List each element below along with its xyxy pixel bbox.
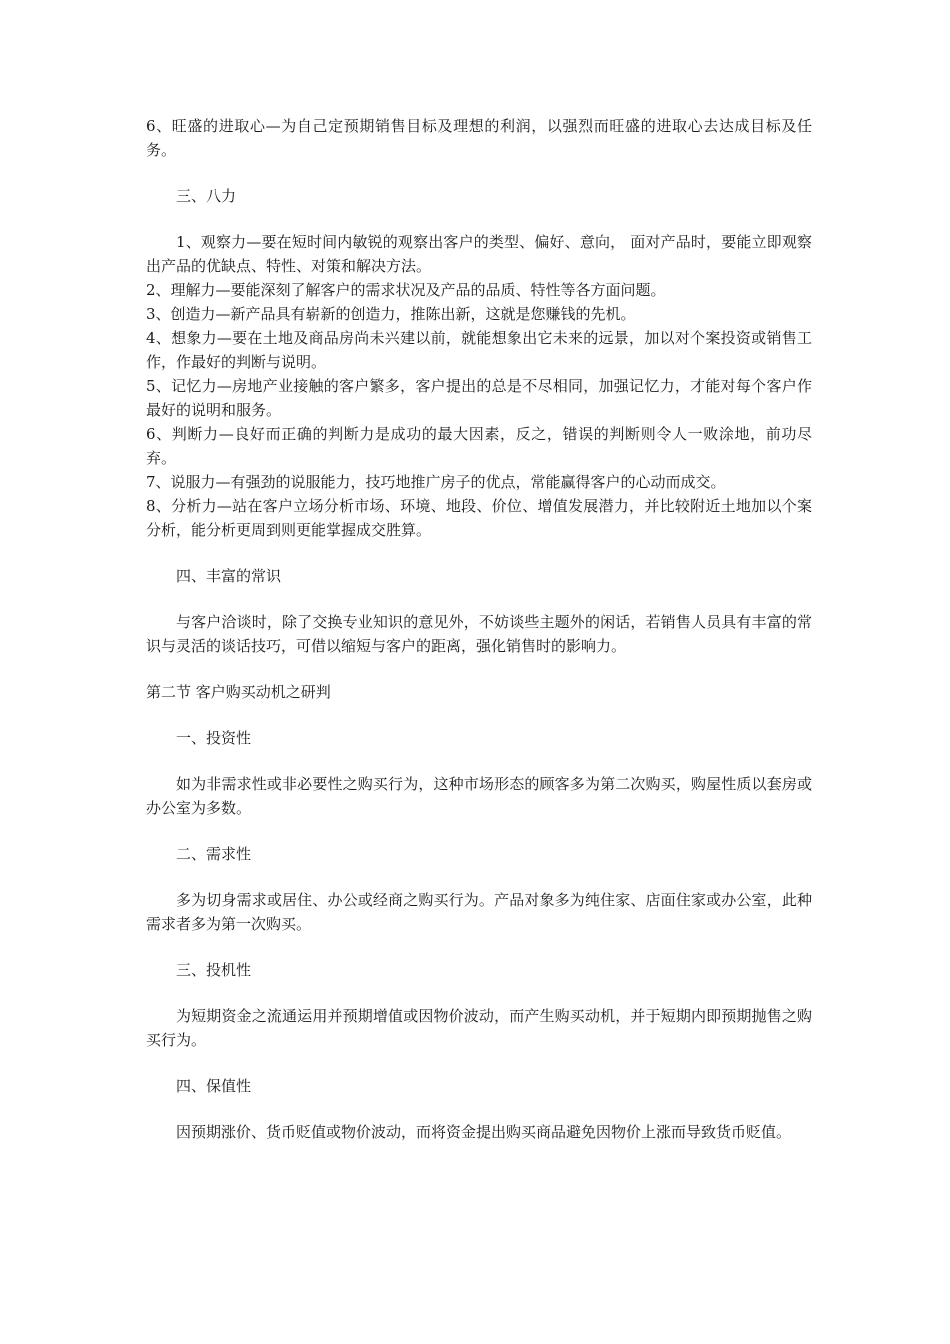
paragraph-investment: 如为非需求性或非必要性之购买行为，这种市场形态的顾客多为第二次购买，购屋性质以套房或办公室为多数。 bbox=[146, 775, 812, 817]
paragraph-speculation: 为短期资金之流通运用并预期增值或因物价波动，而产生购买动机，并于短期内即预期抛售之购买行为。 bbox=[146, 1007, 812, 1049]
heading-eight-abilities: 三、八力 bbox=[176, 187, 237, 205]
list-item-analysis: 8、分析力—站在客户立场分析市场、环境、地段、价位、增值发展潜力，并比较附近土地加以个案分析，能分析更周到则更能掌握成交胜算。 bbox=[146, 497, 812, 539]
paragraph-value-preservation: 因预期涨价、货币贬值或物价波动，而将资金提出购买商品避免因物价上涨而导致货币贬值。 bbox=[176, 1123, 792, 1141]
list-item-creativity: 3、创造力—新产品具有崭新的创造力，推陈出新，这就是您赚钱的先机。 bbox=[146, 305, 636, 323]
list-item-imagination: 4、想象力—要在土地及商品房尚未兴建以前，就能想象出它未来的远景，加以对个案投资或销售工作，作最好的判断与说明。 bbox=[146, 329, 812, 371]
paragraph-demand: 多为切身需求或居住、办公或经商之购买行为。产品对象多为纯住家、店面住家或办公室，此种需求者多为第一次购买。 bbox=[146, 891, 812, 933]
list-item-observation: 1、观察力—要在短时间内敏锐的观察出客户的类型、偏好、意向， 面对产品时，要能立即观察出产品的优缺点、特性、对策和解决方法。 bbox=[146, 233, 812, 275]
paragraph-common-knowledge: 与客户洽谈时，除了交换专业知识的意见外，不妨谈些主题外的闲话，若销售人员具有丰富的常识与灵活的谈话技巧，可借以缩短与客户的距离，强化销售时的影响力。 bbox=[146, 613, 812, 655]
heading-common-knowledge: 四、丰富的常识 bbox=[176, 567, 282, 585]
list-item-judgment: 6、判断力—良好而正确的判断力是成功的最大因素，反之，错误的判断则令人一败涂地，前功尽弃。 bbox=[146, 425, 812, 467]
document-body bbox=[146, 114, 812, 1144]
list-item-persuasion: 7、说服力—有强劲的说服能力，技巧地推广房子的优点，常能赢得客户的心动而成交。 bbox=[146, 473, 726, 491]
heading-speculation: 三、投机性 bbox=[176, 961, 252, 979]
heading-investment: 一、投资性 bbox=[176, 729, 252, 747]
list-item-memory: 5、记忆力—房地产业接触的客户繁多，客户提出的总是不尽相同，加强记忆力，才能对每个客户作最好的说明和服务。 bbox=[146, 377, 812, 419]
list-item-understanding: 2、理解力—要能深刻了解客户的需求状况及产品的品质、特性等各方面问题。 bbox=[146, 281, 666, 299]
heading-demand: 二、需求性 bbox=[176, 845, 252, 863]
section-title-purchase-motivation: 第二节 客户购买动机之研判 bbox=[146, 683, 331, 701]
paragraph-enterprising-spirit: 6、旺盛的进取心—为自己定预期销售目标及理想的利润，以强烈而旺盛的进取心去达成目标及任务。 bbox=[146, 117, 812, 159]
heading-value-preservation: 四、保值性 bbox=[176, 1077, 252, 1095]
